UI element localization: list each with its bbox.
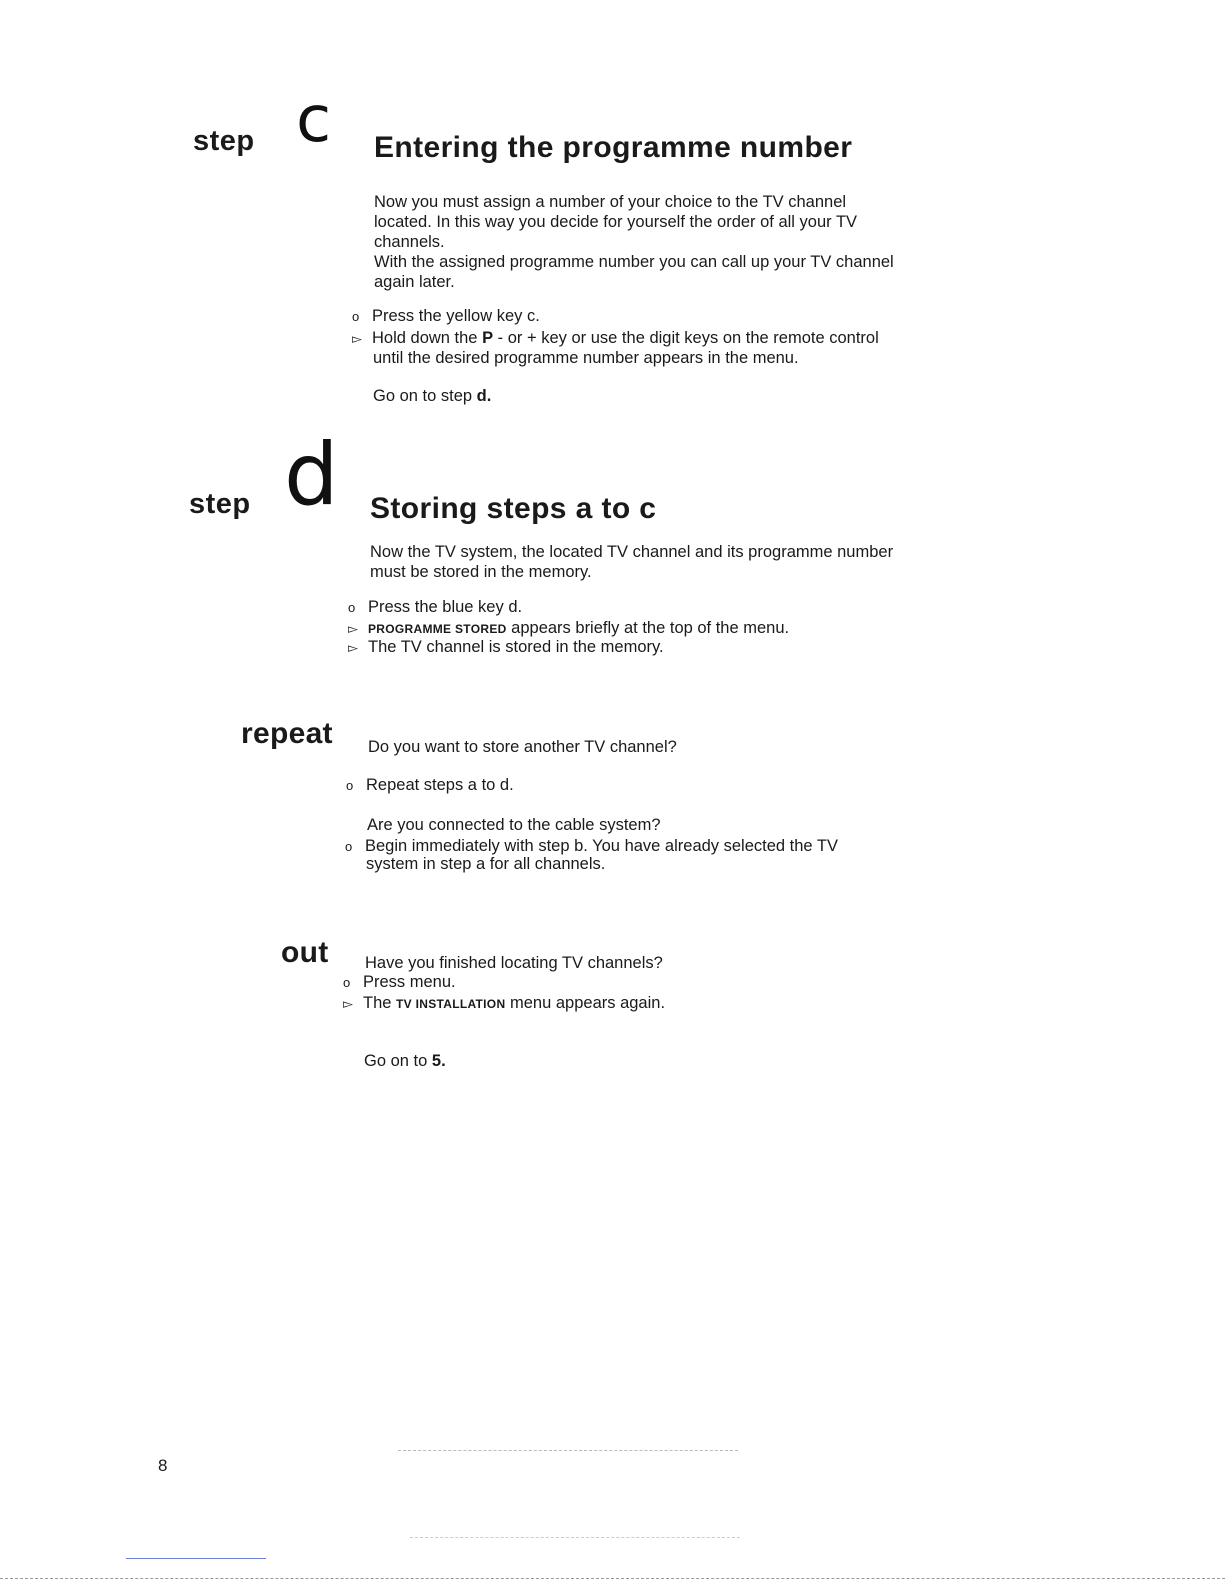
result-text: menu appears again. [505,994,666,1012]
page-number: 8 [158,1456,168,1475]
instruction-text: Press menu. [363,973,456,991]
bullet-icon: o [343,975,351,990]
goon-target: d. [476,387,492,405]
step-d-letter: d [284,425,339,525]
scan-artifact [398,1450,738,1451]
instruction-text: Press the yellow key c. [372,307,540,325]
result-text: The TV channel is stored in the memory. [368,638,664,656]
result-text: Hold down the [372,329,483,347]
intro-line: channels. [374,233,445,251]
result-text: The [363,994,397,1012]
step-d-label: step [189,488,251,520]
out-question: Have you finished locating TV channels? [365,954,663,972]
step-c-label: step [193,125,255,157]
bullet-icon: o [352,309,360,324]
out-goon [364,1051,446,1071]
repeat-bullet2-line2: system in step a for all channels. [366,855,606,873]
repeat-bullet [346,775,514,796]
out-label: out [281,936,329,969]
repeat-question: Do you want to store another TV channel? [368,738,677,756]
intro-line: With the assigned programme number you can call up your TV channel [374,253,894,271]
instruction-text: Press the blue key d. [368,598,523,616]
menu-message: PROGRAMME STORED [368,622,507,636]
instruction-text: Repeat steps a to d. [366,776,514,794]
step-d-title: Storing steps a to c [370,492,657,525]
step-c-bullet [352,306,540,327]
result-arrow-icon: ▻ [348,640,358,655]
result-text: - or + key or use the digit keys on the remote control [493,329,879,347]
out-result [343,993,665,1014]
menu-name: TV INSTALLATION [396,997,506,1011]
blue-rule [126,1558,266,1559]
step-d-intro [370,542,970,582]
bullet-icon: o [346,778,354,793]
intro-line: located. In this way you decide for yourself the order of all your TV [374,213,858,231]
step-d-result1 [348,618,789,639]
result-text: appears briefly at the top of the menu. [506,619,790,637]
step-d-bullet [348,597,522,618]
scan-edge [0,1578,1225,1579]
result-arrow-icon: ▻ [348,621,358,636]
goon-target: 5. [431,1052,446,1070]
result-arrow-icon: ▻ [352,331,362,346]
result-arrow-icon: ▻ [343,996,353,1011]
goon-text: Go on to step [373,387,477,405]
step-c-result [352,328,879,349]
step-c-result-line2: until the desired programme number appears in the menu. [373,349,799,367]
bullet-icon: o [348,600,356,615]
bullet-icon: o [345,839,353,854]
intro-line: Now the TV system, the located TV channel and its programme number [370,543,894,561]
intro-line: must be stored in the memory. [370,563,592,581]
key-name: P [482,329,494,347]
goon-text: Go on to [364,1052,432,1070]
intro-line: Now you must assign a number of your choice to the TV channel [374,193,847,211]
instruction-text: Begin immediately with step b. You have already selected the TV [365,837,838,855]
repeat-question2: Are you connected to the cable system? [367,816,661,834]
step-c-intro [374,192,974,292]
intro-line: again later. [374,273,455,291]
repeat-label: repeat [241,717,333,750]
step-c-title: Entering the programme number [374,131,853,164]
out-bullet [343,972,456,993]
step-d-result2 [348,637,664,658]
step-c-goon [373,386,491,406]
scan-artifact [410,1537,740,1538]
step-c-letter: c [296,83,332,157]
